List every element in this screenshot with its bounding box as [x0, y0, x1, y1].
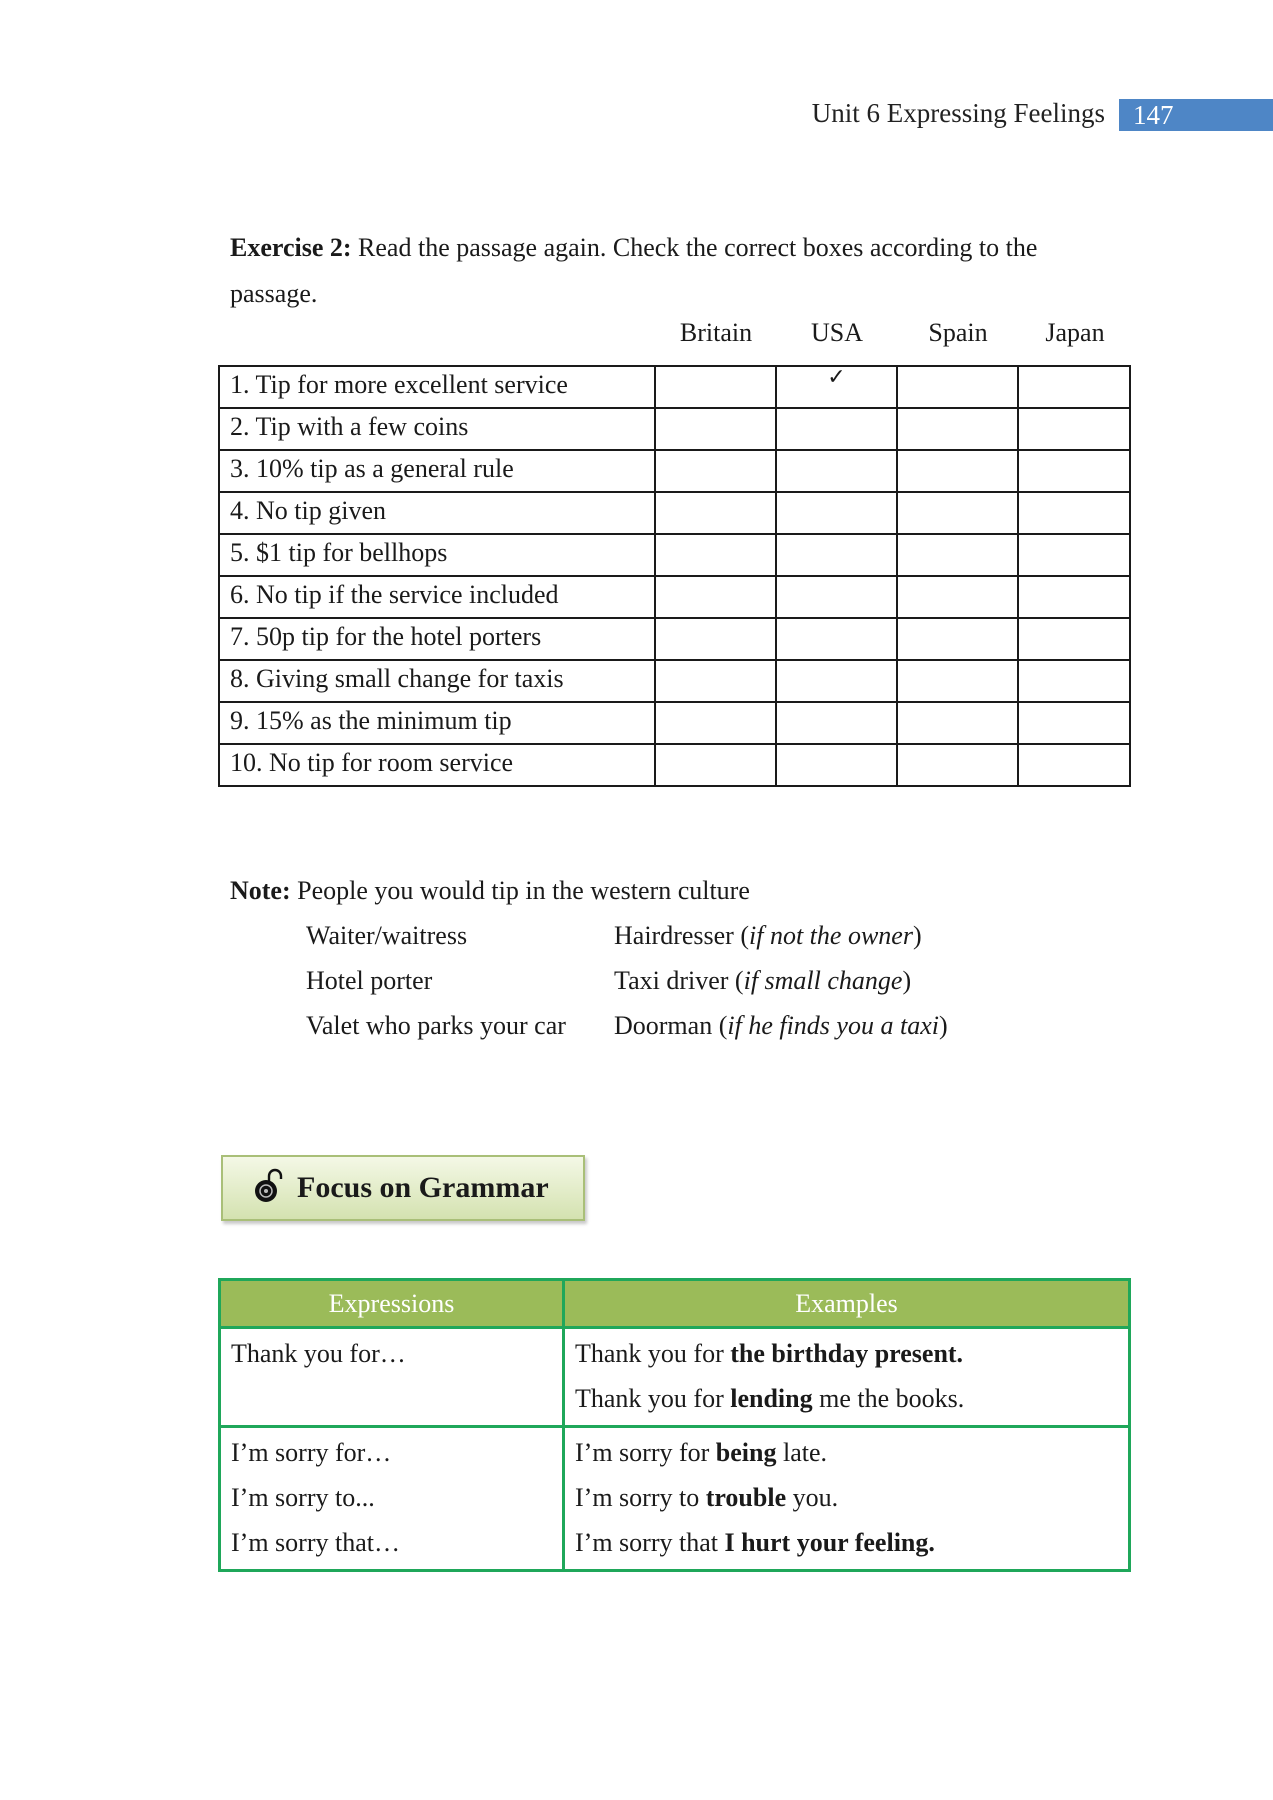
checkbox-usa[interactable] — [776, 744, 897, 786]
expression: I’m sorry for… — [231, 1438, 392, 1467]
check-mark-icon: ✓ — [827, 364, 846, 389]
tip-table-row — [219, 450, 1130, 492]
note-right-item: Taxi driver (if small change) — [614, 966, 912, 995]
grammar-table — [218, 1278, 1131, 1572]
tipping-table — [218, 365, 1131, 787]
checkbox-spain[interactable] — [897, 492, 1018, 534]
column-header-spain: Spain — [928, 318, 988, 347]
note-list — [306, 913, 948, 1048]
example: I’m sorry to trouble you. — [575, 1483, 839, 1512]
checkbox-usa[interactable] — [776, 450, 897, 492]
checkbox-usa[interactable] — [776, 534, 897, 576]
note-text: People you would tip in the western culture — [297, 876, 750, 905]
checkbox-usa[interactable] — [776, 618, 897, 660]
expression: Thank you for… — [231, 1339, 406, 1368]
checkbox-spain[interactable] — [897, 366, 1018, 408]
note — [230, 868, 750, 913]
tip-item-label: 7. 50p tip for the hotel porters — [219, 618, 655, 660]
example: I’m sorry for being late. — [575, 1438, 828, 1467]
checkbox-japan[interactable] — [1018, 366, 1130, 408]
exercise-instruction — [230, 225, 1110, 317]
tip-table-row — [219, 702, 1130, 744]
note-label: Note: — [230, 876, 291, 905]
checkbox-spain[interactable] — [897, 450, 1018, 492]
checkbox-japan[interactable] — [1018, 618, 1130, 660]
tip-item-label: 4. No tip given — [219, 492, 655, 534]
tip-item-label: 9. 15% as the minimum tip — [219, 702, 655, 744]
checkbox-britain[interactable] — [655, 618, 776, 660]
focus-on-grammar-label: Focus on Grammar — [297, 1171, 549, 1204]
checkbox-spain[interactable] — [897, 660, 1018, 702]
exercise-text: Read the passage again. Check the correct boxes according to the passage. — [230, 233, 1038, 308]
checkbox-britain[interactable] — [655, 492, 776, 534]
note-row — [306, 1003, 948, 1048]
note-row — [306, 958, 948, 1003]
tip-table-row — [219, 492, 1130, 534]
checkbox-japan[interactable] — [1018, 492, 1130, 534]
tip-table-row — [219, 534, 1130, 576]
expression: I’m sorry that… — [231, 1528, 400, 1557]
checkbox-britain[interactable] — [655, 366, 776, 408]
checkbox-japan[interactable] — [1018, 450, 1130, 492]
expression-cell — [220, 1427, 564, 1571]
focus-on-grammar-banner — [221, 1155, 585, 1221]
tip-item-label: 10. No tip for room service — [219, 744, 655, 786]
checkbox-britain[interactable] — [655, 702, 776, 744]
checkbox-japan[interactable] — [1018, 576, 1130, 618]
checkbox-britain[interactable] — [655, 576, 776, 618]
grammar-header-expressions: Expressions — [220, 1280, 564, 1328]
checkbox-japan[interactable] — [1018, 744, 1130, 786]
checkbox-britain[interactable] — [655, 744, 776, 786]
tip-item-label: 8. Giving small change for taxis — [219, 660, 655, 702]
note-left-item: Valet who parks your car — [306, 1011, 566, 1040]
expression: I’m sorry to... — [231, 1483, 375, 1512]
note-right-item: Doorman (if he finds you a taxi) — [614, 1011, 948, 1040]
column-header-japan: Japan — [1045, 318, 1105, 347]
tip-item-label: 2. Tip with a few coins — [219, 408, 655, 450]
page-number-tab: 147 — [1119, 99, 1273, 131]
tip-item-label: 6. No tip if the service included — [219, 576, 655, 618]
checkbox-japan[interactable] — [1018, 660, 1130, 702]
checkbox-spain[interactable] — [897, 408, 1018, 450]
column-header-usa: USA — [810, 318, 863, 347]
tip-item-label: 3. 10% tip as a general rule — [219, 450, 655, 492]
checkbox-japan[interactable] — [1018, 408, 1130, 450]
checkbox-usa[interactable] — [776, 660, 897, 702]
checkbox-usa[interactable] — [776, 408, 897, 450]
checkbox-britain[interactable] — [655, 660, 776, 702]
checkbox-usa[interactable] — [776, 366, 897, 408]
exercise-label: Exercise 2: — [230, 233, 352, 262]
checkbox-japan[interactable] — [1018, 702, 1130, 744]
grammar-header-examples: Examples — [564, 1280, 1130, 1328]
page-header-title: Unit 6 Expressing Feelings — [811, 98, 1105, 128]
note-right-item: Hairdresser (if not the owner) — [614, 921, 922, 950]
tip-table-row — [219, 660, 1130, 702]
expression-cell — [220, 1328, 564, 1427]
note-row — [306, 913, 948, 958]
column-header-britain: Britain — [679, 318, 753, 347]
note-left-item: Waiter/waitress — [306, 921, 468, 950]
example: Thank you for lending me the books. — [575, 1384, 965, 1413]
checkbox-spain[interactable] — [897, 702, 1018, 744]
tip-table-row — [219, 618, 1130, 660]
tip-table-row — [219, 408, 1130, 450]
checkbox-britain[interactable] — [655, 450, 776, 492]
example: Thank you for the birthday present. — [575, 1339, 964, 1368]
tip-item-label: 5. $1 tip for bellhops — [219, 534, 655, 576]
checkbox-spain[interactable] — [897, 576, 1018, 618]
checkbox-spain[interactable] — [897, 534, 1018, 576]
examples-cell — [564, 1328, 1130, 1427]
tip-item-label: 1. Tip for more excellent service — [219, 366, 655, 408]
checkbox-spain[interactable] — [897, 744, 1018, 786]
checkbox-britain[interactable] — [655, 534, 776, 576]
checkbox-britain[interactable] — [655, 408, 776, 450]
note-left-item: Hotel porter — [306, 966, 433, 995]
checkbox-usa[interactable] — [776, 576, 897, 618]
checkbox-usa[interactable] — [776, 702, 897, 744]
tip-table-row — [219, 366, 1130, 408]
tip-table-row — [219, 744, 1130, 786]
example: I’m sorry that I hurt your feeling. — [575, 1528, 935, 1557]
checkbox-spain[interactable] — [897, 618, 1018, 660]
tip-table-row — [219, 576, 1130, 618]
checkbox-usa[interactable] — [776, 492, 897, 534]
examples-cell — [564, 1427, 1130, 1571]
lock-open-icon — [253, 1168, 283, 1209]
checkbox-japan[interactable] — [1018, 534, 1130, 576]
